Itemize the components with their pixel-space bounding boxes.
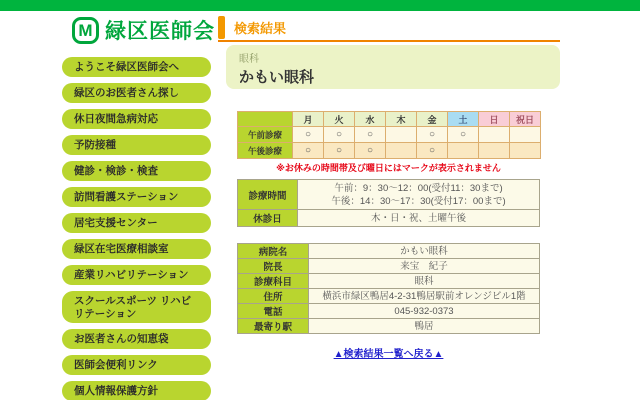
sidebar-item-welcome[interactable]: ようこそ緑区医師会へ [62, 57, 211, 77]
schedule-header-row [238, 112, 541, 127]
site-logo[interactable] [72, 15, 215, 45]
day-header-thu: 木 [386, 112, 417, 127]
section-title: 検索結果 [234, 20, 287, 36]
schedule-row-label-morning: 午前診療 [238, 127, 293, 143]
info-label: 電話 [238, 304, 309, 319]
back-to-results-link[interactable]: ▲検索結果一覧へ戻る▲ [333, 349, 444, 360]
mark-cell [386, 143, 417, 159]
clinic-info-table [237, 243, 540, 334]
closed-value: 木・日・祝、土曜午後 [298, 210, 540, 227]
info-label: 診療科目 [238, 274, 309, 289]
hours-row [238, 180, 540, 210]
sidebar-item-emergency[interactable]: 休日夜間急病対応 [62, 109, 211, 129]
info-value: 眼科 [309, 274, 540, 289]
closed-row [238, 210, 540, 227]
sidebar-item-privacy-policy[interactable]: 個人情報保護方針 [62, 381, 211, 400]
day-header-wed: 水 [355, 112, 386, 127]
info-value: かもい眼科 [309, 244, 540, 259]
mark-cell: ○ [448, 127, 479, 143]
info-value: 045-932-0373 [309, 304, 540, 319]
info-label: 病院名 [238, 244, 309, 259]
back-link-wrap [237, 344, 540, 362]
sidebar-item-home-medical[interactable]: 緑区在宅医療相談室 [62, 239, 211, 259]
info-label: 最寄り駅 [238, 319, 309, 334]
logo-text: 緑区医師会 [105, 20, 215, 43]
sidebar-nav [62, 57, 211, 400]
sidebar-item-home-support[interactable]: 居宅支援センター [62, 213, 211, 233]
day-header-fri: 金 [417, 112, 448, 127]
sidebar-item-checkup[interactable]: 健診・検診・検査 [62, 161, 211, 181]
day-header-holiday: 祝日 [510, 112, 541, 127]
sidebar-item-useful-links[interactable]: 医師会便利リンク [62, 355, 211, 375]
sidebar-item-vaccination[interactable]: 予防接種 [62, 135, 211, 155]
hours-label: 診療時間 [238, 180, 298, 210]
info-row-station [238, 319, 540, 334]
closed-label: 休診日 [238, 210, 298, 227]
mark-cell: ○ [324, 127, 355, 143]
mark-cell: ○ [293, 143, 324, 159]
hours-morning: 午前：9：30～12：00(受付11：30まで) [334, 182, 503, 194]
clinic-name-title: かもい眼科 [239, 69, 315, 86]
logo-m-icon: M [72, 17, 99, 44]
info-row-name [238, 244, 540, 259]
schedule-row-afternoon [238, 143, 541, 159]
hours-table [237, 179, 540, 227]
mark-cell [510, 127, 541, 143]
hours-afternoon: 午後：14：30～17：30(受付17：00まで) [331, 195, 506, 207]
result-category: 眼科 [239, 54, 259, 65]
day-header-mon: 月 [293, 112, 324, 127]
section-heading [218, 14, 560, 42]
info-label: 住所 [238, 289, 309, 304]
mark-cell [479, 143, 510, 159]
info-row-director [238, 259, 540, 274]
closed-days-note: ※お休みの時間帯及び曜日にはマークが表示されません [276, 163, 501, 173]
hours-value [298, 180, 540, 210]
day-header-sun: 日 [479, 112, 510, 127]
day-header-tue: 火 [324, 112, 355, 127]
day-header-sat: 土 [448, 112, 479, 127]
mark-cell: ○ [293, 127, 324, 143]
mark-cell [479, 127, 510, 143]
info-value: 来宝 紀子 [309, 259, 540, 274]
mark-cell: ○ [324, 143, 355, 159]
mark-cell: ○ [417, 143, 448, 159]
schedule-row-morning [238, 127, 541, 143]
schedule-row-label-afternoon: 午後診療 [238, 143, 293, 159]
top-green-bar [0, 0, 640, 11]
mark-cell [510, 143, 541, 159]
sidebar-item-doctor-tips[interactable]: お医者さんの知恵袋 [62, 329, 211, 349]
info-row-address [238, 289, 540, 304]
mark-cell: ○ [355, 143, 386, 159]
mark-cell [386, 127, 417, 143]
schedule-table [237, 111, 541, 159]
info-row-phone [238, 304, 540, 319]
info-value: 鴨居 [309, 319, 540, 334]
mark-cell: ○ [355, 127, 386, 143]
section-accent-bar-icon [218, 16, 225, 39]
info-value: 横浜市緑区鴨居4-2-31鴨居駅前オレンジビル1階 [309, 289, 540, 304]
info-label: 院長 [238, 259, 309, 274]
mark-cell: ○ [417, 127, 448, 143]
sidebar-item-school-sports-rehab[interactable]: スクールスポーツ リハビリテーション [62, 291, 211, 323]
info-row-department [238, 274, 540, 289]
sidebar-item-industrial-rehab[interactable]: 産業リハビリテーション [62, 265, 211, 285]
result-header [226, 45, 560, 89]
sidebar-item-visiting-nurse[interactable]: 訪問看護ステーション [62, 187, 211, 207]
schedule-corner-cell [238, 112, 293, 127]
mark-cell [448, 143, 479, 159]
sidebar-item-find-doctor[interactable]: 緑区のお医者さん探し [62, 83, 211, 103]
